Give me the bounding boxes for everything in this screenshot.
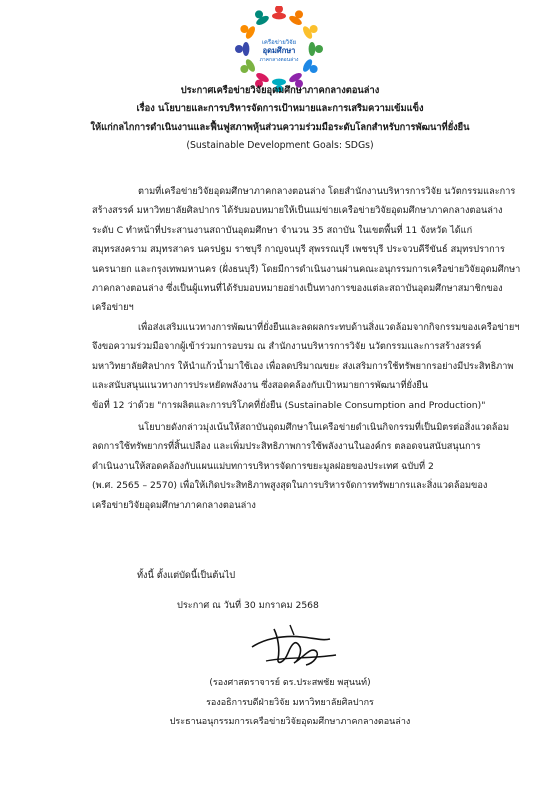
paragraph-line: เพื่อส่งเสริมแนวทางการพัฒนาที่ยั่งยืนและลดผลกระทบด้านสิ่งแวดล้อมจากกิจกรรมของเครือข่ายฯ [138,322,520,333]
handwritten-signature [244,617,344,672]
paragraph-line: สมุทรสงคราม สมุทรสาคร นครปฐม ราชบุรี กาญจนบุรี สุพรรณบุรี เพชรบุรี ประจวบคีรีขันธ์ สมุทรปราการ [92,244,505,256]
logo-text-line1: เครือข่ายวิจัย [261,39,297,46]
paragraph-line: นโยบายดังกล่าวมุ่งเน้นให้สถาบันอุดมศึกษาในเครือข่ายดำเนินกิจกรรมที่เป็นมิตรต่อสิ่งแวดล้อม [138,422,509,433]
logo-text-line3: ภาคกลางตอนล่าง [259,57,299,63]
logo-person-body [243,42,250,56]
paragraph-line: เครือข่ายวิจัยอุดมศึกษาภาคกลางตอนล่าง [92,499,256,511]
logo-person-head [235,45,243,53]
paragraph-line: ตามที่เครือข่ายวิจัยอุดมศึกษาภาคกลางตอนล่าง โดยสำนักงานบริหารการวิจัย นวัตกรรมและการ [138,186,516,197]
paragraph-line: จึงขอความร่วมมือจากผู้เข้าร่วมการอบรม ณ สำนักงานบริหารการวิจัย นวัตกรรมและการสร้างสรรค์ [92,341,482,353]
paragraph-line: มหาวิทยาลัยศิลปากร ให้นำแก้วน้ำมาใช้เอง เพื่อลดปริมาณขยะ ส่งเสริมการใช้ทรัพยากรอย่างมีประสิทธิภาพ [92,360,514,372]
body-paragraph-3 [92,418,509,515]
logo-person-head [275,6,283,13]
signatory-name: (รองศาสตราจารย์ ดร.ประสพชัย พสุนนท์) [209,678,371,688]
paragraph-line: นครนายก และกรุงเทพมหานคร (ฝั่งธนบุรี) โดยมีการดำเนินงานผ่านคณะอนุกรรมการเครือข่ายวิจัยอุดมศึกษา [92,263,521,275]
header-line-2: เรื่อง นโยบายและการบริหารจัดการเป้าหมายและการเสริมความเข้มแข็ง [136,103,424,115]
announcement-header [40,82,520,155]
signatory-position-2: ประธานอนุกรรมการเครือข่ายวิจัยอุดมศึกษาภาคกลางตอนล่าง [169,717,411,727]
header-line-1: ประกาศเครือข่ายวิจัยอุดมศึกษาภาคกลางตอนล่าง [180,85,380,96]
logo-person-body [309,42,316,56]
paragraph-line: ลดการใช้ทรัพยากรที่สิ้นเปลือง และเพิ่มประสิทธิภาพการใช้พลังงานในองค์กร ตลอดจนสนับสนุนการ [92,441,481,453]
paragraph-line: (พ.ศ. 2565 – 2570) เพื่อให้เกิดประสิทธิภาพสูงสุดในการบริหารจัดการทรัพยากรและสิ่งแวดล้อมของ [92,480,488,492]
body-paragraph-1 [92,182,521,318]
logo-person-body [272,13,286,20]
network-logo [228,6,330,92]
paragraph-line: และสนับสนุนแนวทางการประหยัดพลังงาน ซึ่งสอดคล้องกับเป้าหมายการพัฒนาที่ยั่งยืน [92,380,429,392]
logo-person-head [315,45,323,53]
signatory-position-1: รองอธิการบดีฝ่ายวิจัย มหาวิทยาลัยศิลปากร [206,697,374,708]
closing-statement: ทั้งนี้ ตั้งแต่บัดนี้เป็นต้นไป [137,570,236,581]
announcement-date: ประกาศ ณ วันที่ 30 มกราคม 2568 [177,600,319,611]
paragraph-line: ข้อที่ 12 ว่าด้วย "การผลิตและการบริโภคที่ยั่งยืน (Sustainable Consumption and Production)" [92,399,486,411]
header-line-4: (Sustainable Development Goals: SDGs) [186,139,374,151]
signatory-block [140,674,440,733]
logo-text-line2: อุดมศึกษา [262,46,296,55]
header-line-3: ให้แก่กลไกการดำเนินงานและฟื้นฟูสภาพหุ้นส่วนความร่วมมือระดับโลกสำหรับการพัฒนาที่ยั่งยืน [90,121,470,133]
paragraph-line: ดำเนินงานให้สอดคล้องกับแผนแม่บทการบริหารจัดการขยะมูลฝอยของประเทศ ฉบับที่ 2 [92,460,434,472]
paragraph-line: ระดับ C ทำหน้าที่ประสานงานสถาบันอุดมศึกษา จำนวน 35 สถาบัน ในเขตพื้นที่ 11 จังหวัด ได้แก่ [92,224,473,236]
paragraph-line: สร้างสรรค์ มหาวิทยาลัยศิลปากร ได้รับมอบหมายให้เป็นแม่ข่ายเครือข่ายวิจัยอุดมศึกษาภาคกลางตอนล่าง [92,205,503,217]
paragraph-line: เครือข่ายฯ [92,302,134,314]
paragraph-line: ภาคกลางตอนล่าง ซึ่งเป็นผู้แทนที่ได้รับมอบหมายอย่างเป็นทางการของแต่ละสถาบันอุดมศึกษาสมาชิกของ [92,283,503,295]
body-paragraph-2 [92,318,520,415]
